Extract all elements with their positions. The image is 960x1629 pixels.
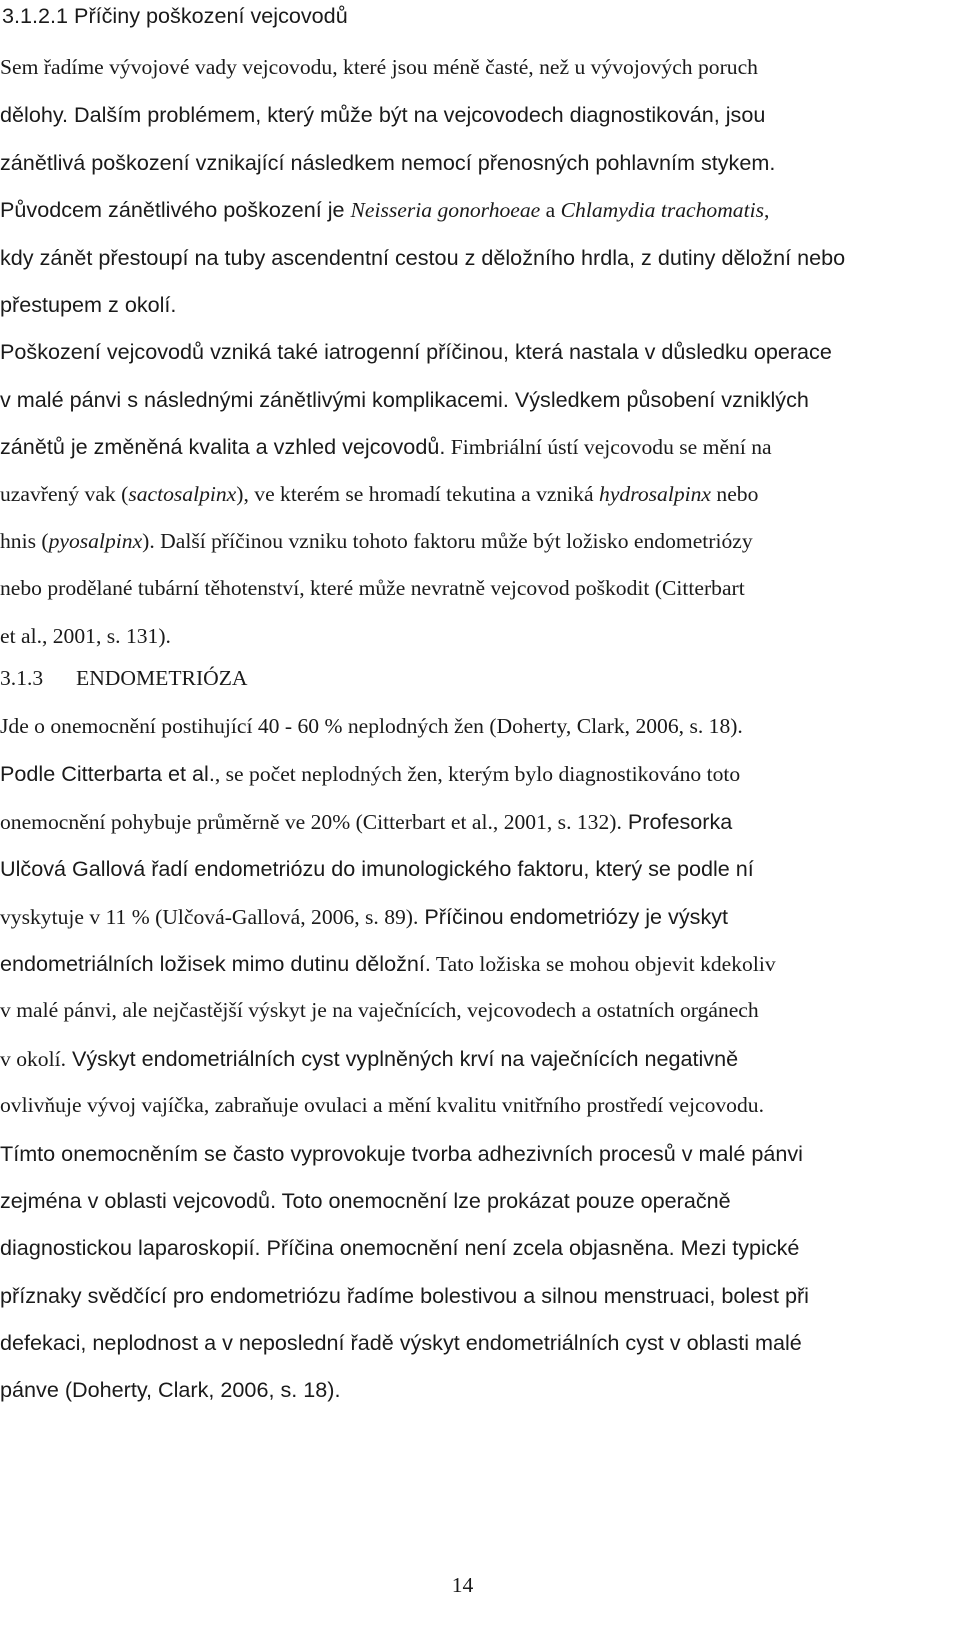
text-span: nebo: [711, 481, 759, 506]
text-span: v okolí.: [0, 1046, 66, 1071]
text-line: [0, 798, 955, 845]
text-line: příznaky svědčící pro endometriózu řadíme bolestivou a silnou menstruaci, bolest při: [0, 1282, 809, 1308]
text-line: Poškození vejcovodů vzniká také iatrogenní příčinou, která nastala v důsledku operace: [0, 339, 832, 365]
italic-term: pyosalpinx: [48, 528, 143, 553]
text-line: et al., 2001, s. 131).: [0, 623, 171, 648]
italic-term: sactosalpinx: [128, 481, 237, 506]
text-line: [0, 518, 955, 565]
text-span: ). Další příčinou vzniku tohoto faktoru může být ložisko endometriózy: [142, 528, 753, 553]
page-number: 14: [451, 1573, 474, 1597]
text-line: v malé pánvi, ale nejčastější výskyt je na vaječnících, vejcovodech a ostatních orgánech: [0, 998, 759, 1023]
section-number: 3.1.3: [0, 666, 44, 690]
section-title: ENDOMETRIÓZA: [76, 666, 248, 690]
text-span: hnis (: [0, 528, 49, 553]
text-line: zejména v oblasti vejcovodů. Toto onemocnění lze prokázat pouze operačně: [0, 1187, 731, 1213]
text-span: ,: [764, 198, 770, 223]
text-span: Podle Citterbarta et al.: [0, 761, 215, 787]
italic-term: hydrosalpinx: [599, 481, 712, 506]
text-line: [0, 423, 955, 470]
text-span: Fimbriální ústí vejcovodu se mění na: [445, 435, 772, 460]
text-line: defekaci, neplodnost a v neposlední řadě výskyt endometriálních cyst v oblasti malé: [0, 1330, 802, 1356]
text-span: Příčinou endometriózy je výskyt: [418, 903, 729, 929]
italic-term: Neisseria gonorhoeae: [350, 198, 541, 223]
text-line: pánve (Doherty, Clark, 2006, s. 18).: [0, 1377, 341, 1403]
paragraph-fallopian-tube-damage: [0, 44, 955, 660]
text-line: [0, 893, 955, 940]
text-line: [0, 940, 955, 987]
text-line: Jde o onemocnění postihující 40 - 60 % neplodných žen (Doherty, Clark, 2006, s. 18).: [0, 714, 743, 738]
text-span: a: [540, 198, 561, 223]
text-span: onemocnění pohybuje průměrně ve 20% (Citterbart et al., 2001, s. 132).: [0, 809, 622, 834]
text-line: nebo prodělané tubární těhotenství, které může nevratně vejcovod poškodit (Citterbart: [0, 576, 745, 601]
text-span: zánětů je změněná kvalita a vzhled vejcovodů.: [0, 434, 446, 460]
text-line: Ulčová Gallová řadí endometriózu do imunologického faktoru, který se podle ní: [0, 856, 754, 882]
text-span: Tato ložiska se mohou objevit kdekoliv: [430, 951, 776, 976]
text-span: ), ve kterém se hromadí tekutina a vzniká: [236, 481, 600, 506]
text-span: Profesorka: [621, 808, 733, 834]
text-line: v malé pánvi s následnými zánětlivými komplikacemi. Výsledkem působení vzniklých: [0, 386, 809, 412]
text-span: vyskytuje v 11 % (Ulčová-Gallová, 2006, s. 89).: [0, 904, 419, 929]
text-line: Tímto onemocněním se často vyprovokuje tvorba adhezivních procesů v malé pánvi: [0, 1140, 803, 1166]
text-line: přestupem z okolí.: [0, 291, 177, 317]
text-line: [0, 186, 955, 233]
text-line: [0, 1035, 955, 1082]
paragraph-endometriosis: [0, 703, 955, 1414]
text-span: Původcem zánětlivého poškození je: [0, 197, 351, 223]
text-span: , se počet neplodných žen, kterým bylo diagnostikováno toto: [214, 762, 741, 787]
text-line: dělohy. Dalším problémem, který může být na vejcovodech diagnostikován, jsou: [0, 102, 766, 128]
italic-term: Chlamydia trachomatis: [560, 198, 764, 223]
subsection-heading: 3.1.2.1 Příčiny poškození vejcovodů: [2, 3, 348, 28]
text-span: uzavřený vak (: [0, 481, 129, 506]
text-line: [0, 471, 955, 518]
text-line: diagnostickou laparoskopií. Příčina onemocnění není zcela objasněna. Mezi typické: [0, 1235, 800, 1261]
text-span: Výskyt endometriálních cyst vyplněných krví na vaječnících negativně: [65, 1045, 739, 1071]
section-heading: [0, 655, 248, 702]
text-line: kdy zánět přestoupí na tuby ascendentní cestou z děložního hrdla, z dutiny děložní nebo: [0, 244, 846, 270]
text-span: endometriálních ložisek mimo dutinu děložní.: [0, 950, 431, 976]
text-line: [0, 750, 955, 797]
text-line: ovlivňuje vývoj vajíčka, zabraňuje ovulaci a mění kvalitu vnitřního prostředí vejcovodu.: [0, 1093, 764, 1118]
text-line: Sem řadíme vývojové vady vejcovodu, které jsou méně časté, než u vývojových poruch: [0, 55, 758, 79]
text-line: zánětlivá poškození vznikající následkem nemocí přenosných pohlavním stykem.: [0, 149, 776, 175]
